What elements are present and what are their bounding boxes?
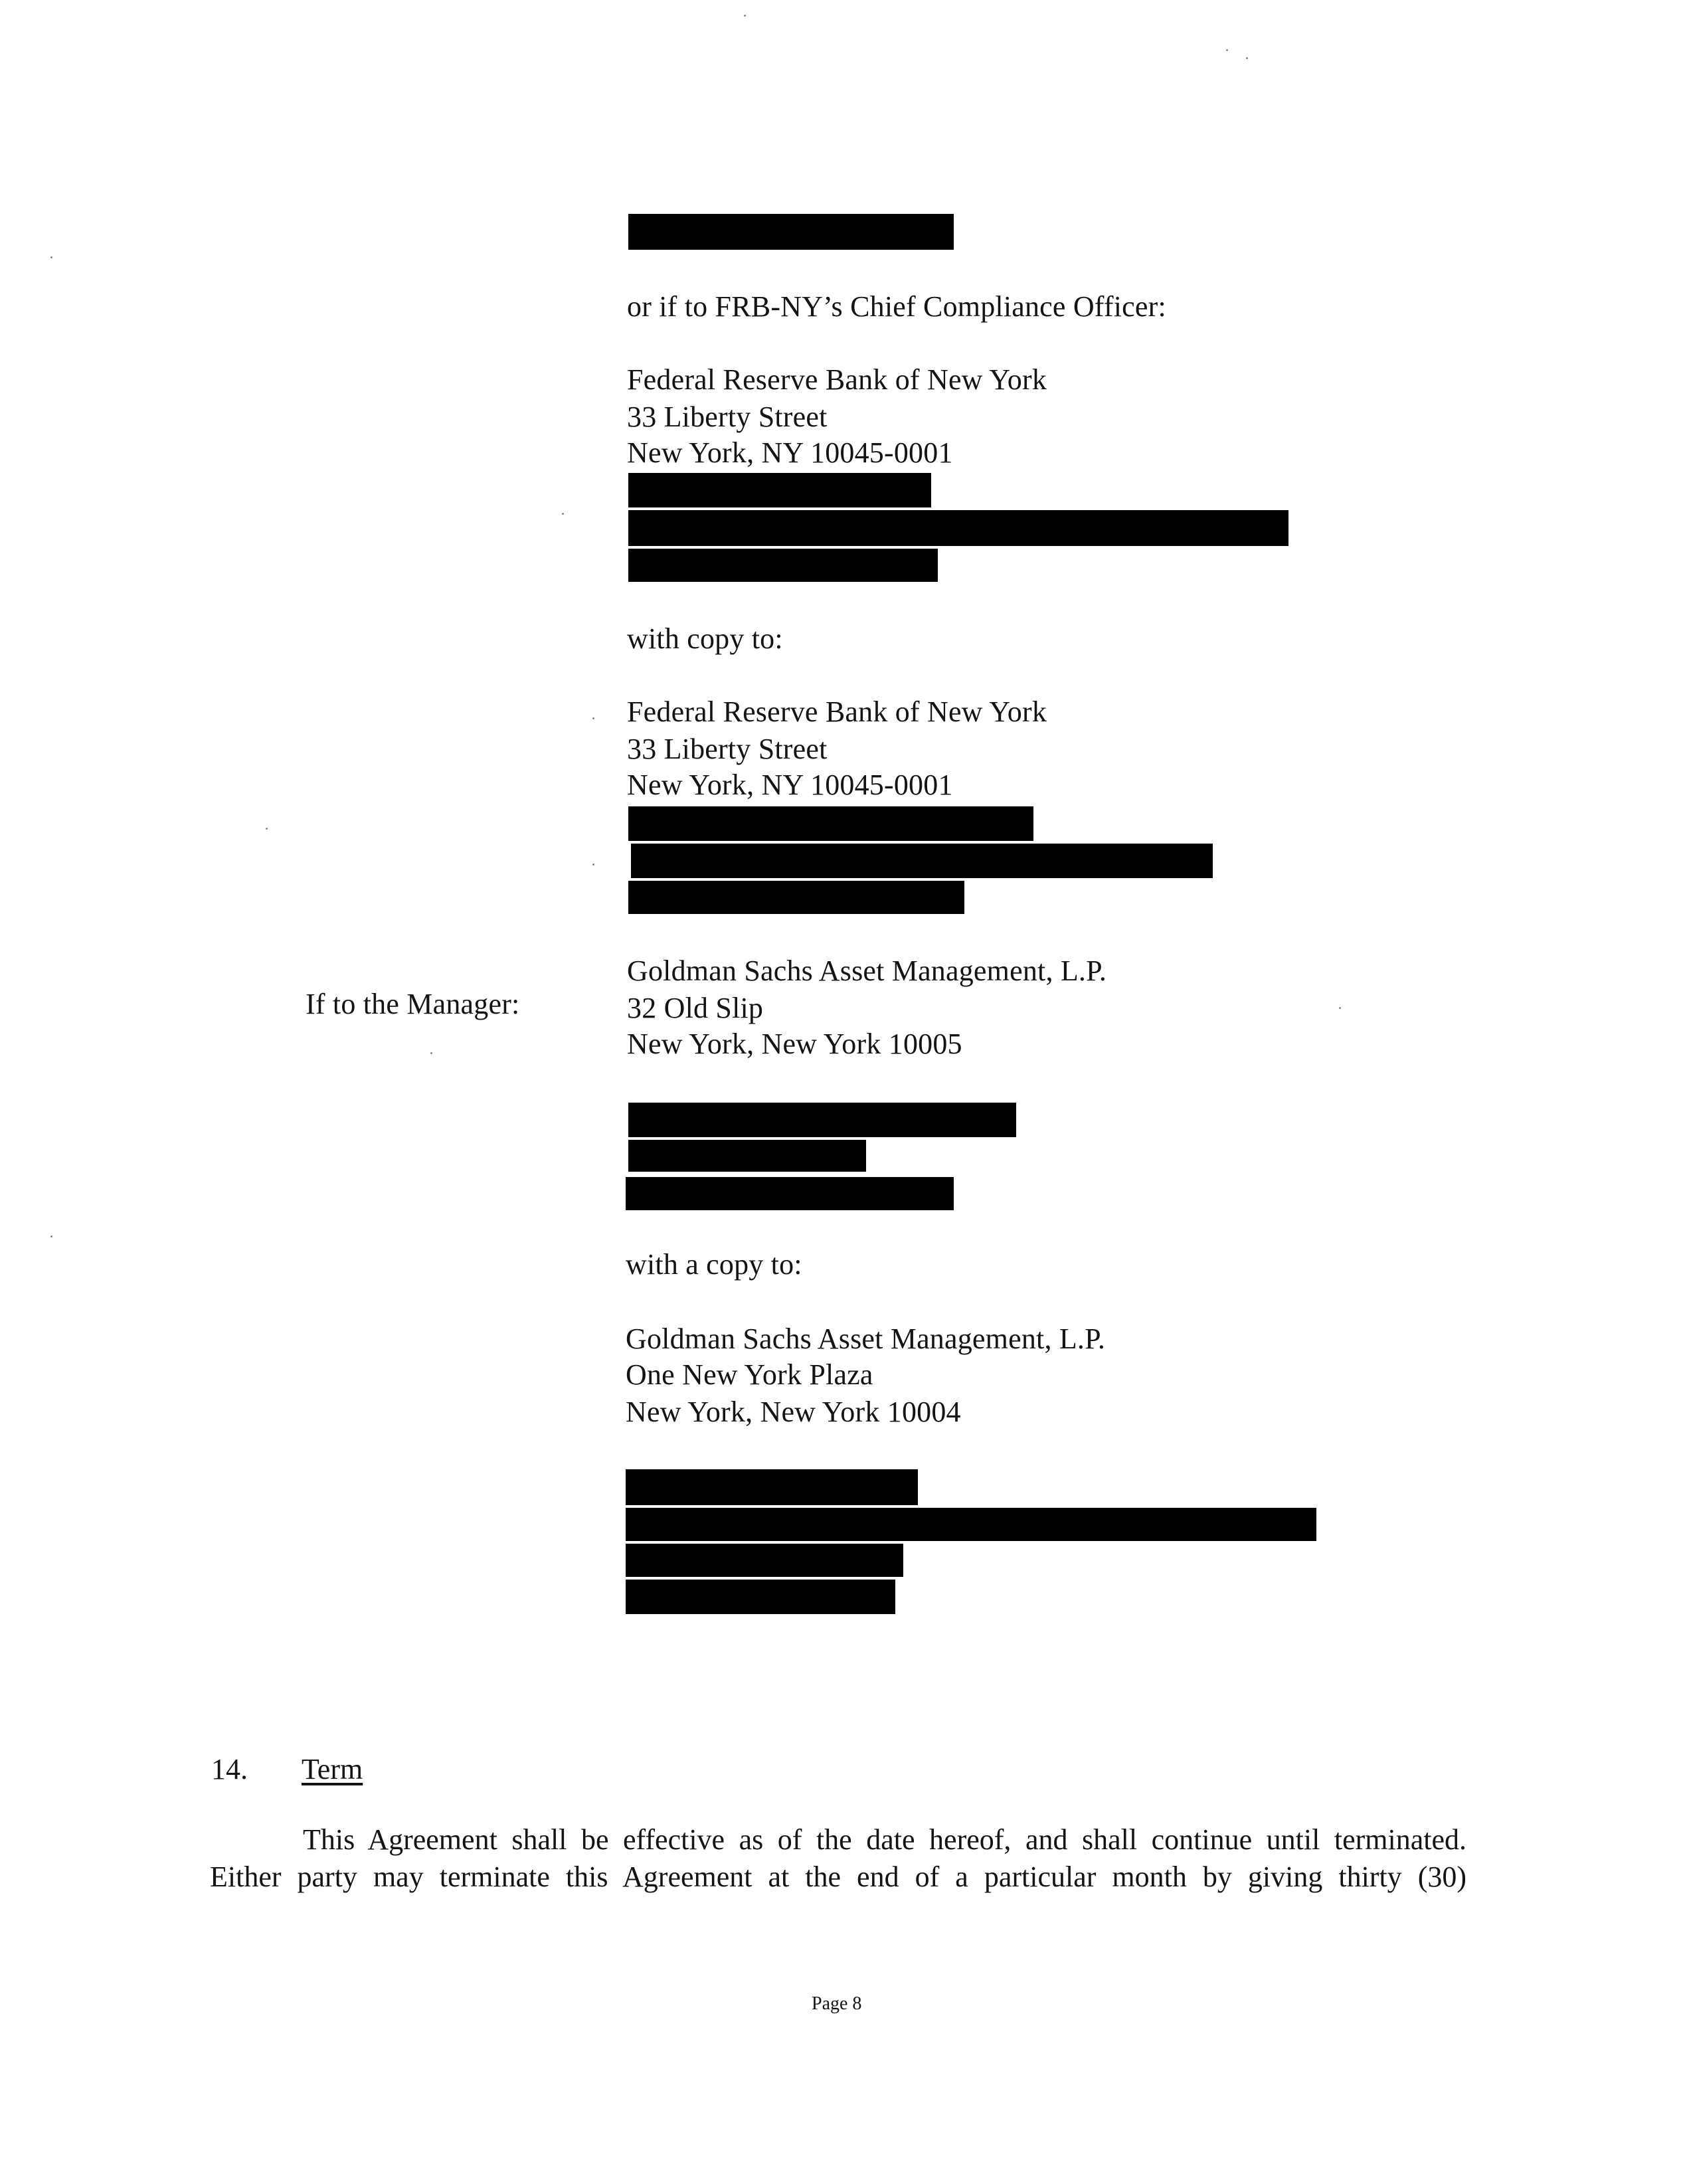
manager-address-line-3: New York, New York 10005 <box>627 1028 962 1060</box>
scan-speck <box>1339 1007 1341 1009</box>
scan-speck <box>1246 57 1248 59</box>
redaction-bar <box>628 806 1033 841</box>
redaction-bar <box>628 1103 1016 1137</box>
manager-copy-address-line-1: Goldman Sachs Asset Management, L.P. <box>626 1322 1106 1355</box>
redaction-bar <box>628 549 938 582</box>
section-line-2: Either party may terminate this Agreement at the end of a particular month by giving thirty (30) <box>210 1861 1466 1893</box>
redaction-bar <box>628 214 954 250</box>
frb-copy-address-line-3: New York, NY 10045-0001 <box>627 769 953 801</box>
redaction-bar <box>628 473 931 507</box>
redaction-bar <box>628 1140 866 1172</box>
manager-label: If to the Manager: <box>306 988 520 1020</box>
redaction-bar <box>628 881 964 914</box>
page-number: Page 8 <box>812 1993 862 2014</box>
scan-speck <box>266 828 268 830</box>
manager-address-line-2: 32 Old Slip <box>627 992 764 1024</box>
manager-copy-intro: with a copy to: <box>626 1248 802 1281</box>
section-number: 14. <box>211 1753 248 1785</box>
redaction-bar <box>626 1580 895 1614</box>
section-line-1: This Agreement shall be effective as of the date hereof, and shall continue until terminated. <box>303 1823 1466 1856</box>
redaction-bar <box>626 1177 954 1210</box>
section-title: Term <box>302 1753 363 1785</box>
scan-speck <box>50 256 52 258</box>
scan-speck <box>562 513 564 515</box>
manager-copy-address-line-3: New York, New York 10004 <box>626 1396 961 1428</box>
manager-copy-address-line-2: One New York Plaza <box>626 1358 873 1391</box>
redaction-bar <box>626 1508 1316 1541</box>
redaction-bar <box>628 510 1288 546</box>
redaction-bar <box>631 844 1213 878</box>
frb-copy-address-line-1: Federal Reserve Bank of New York <box>627 695 1047 728</box>
cco-address-line-1: Federal Reserve Bank of New York <box>627 363 1047 396</box>
cco-address-line-3: New York, NY 10045-0001 <box>627 436 953 469</box>
scan-speck <box>592 864 594 865</box>
frb-copy-intro: with copy to: <box>627 622 783 655</box>
cco-intro: or if to FRB-NY’s Chief Compliance Officer: <box>627 290 1166 323</box>
scan-speck <box>1226 49 1228 51</box>
scan-speck <box>50 1235 52 1237</box>
manager-address-line-1: Goldman Sachs Asset Management, L.P. <box>627 955 1107 987</box>
scan-speck <box>592 717 594 719</box>
scan-speck <box>744 15 746 17</box>
redaction-bar <box>626 1544 903 1577</box>
scan-speck <box>430 1052 432 1054</box>
redaction-bar <box>626 1469 918 1505</box>
frb-copy-address-line-2: 33 Liberty Street <box>627 733 828 765</box>
cco-address-line-2: 33 Liberty Street <box>627 401 828 433</box>
